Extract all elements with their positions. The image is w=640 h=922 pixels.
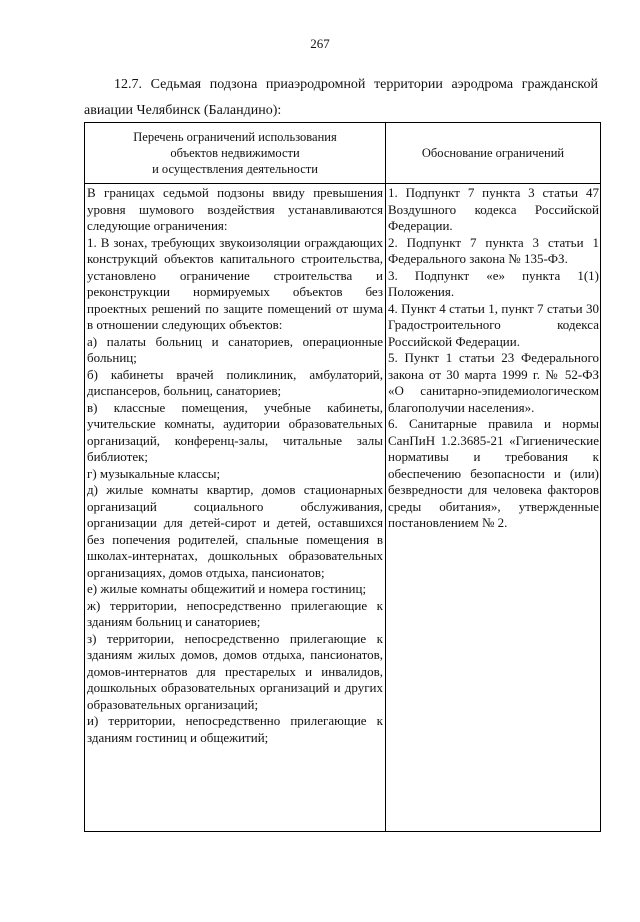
restriction-intro: В границах седьмой подзоны ввиду превышения уровня шумового воздействия устанавливаются следующие ограничения: [87, 185, 383, 233]
restriction-item-i: и) территории, непосредственно прилегающие к зданиям гостиниц и общежитий; [87, 713, 383, 745]
column-divider [385, 123, 386, 831]
section-heading: 12.7. Седьмая подзона приаэродромной территории аэродрома гражданской авиации Челябинск (Баландино): [84, 77, 598, 118]
restriction-item-a: а) палаты больниц и санаториев, операционные больниц; [87, 333, 383, 365]
justification-item-3: 3. Подпункт «е» пункта 1(1) Положения. [388, 267, 599, 299]
restriction-item-g: г) музыкальные классы; [87, 465, 221, 481]
restriction-item-e: е) жилые комнаты общежитий и номера гостиниц; [87, 581, 367, 596]
justification-item-5: 5. Пункт 1 статьи 23 Федерального закона от 30 марта 1999 г. № 52-ФЗ «О санитарно-эпидемиологическом благополучии населения». [388, 350, 599, 415]
justification-item-1: 1. Подпункт 7 пункта 3 статьи 47 Воздушного кодекса Российской Федерации. [388, 185, 599, 233]
justification-item-6: 6. Санитарные правила и нормы СанПиН 1.2.3685-21 «Гигиенические нормативы и требования к обеспечению безопасности и (или) безвредности для человека факторов среды обитания», утвержденные постановлением № 2. [388, 416, 599, 530]
page-number: 267 [310, 36, 330, 51]
restriction-item-v: в) классные помещения, учебные кабинеты, учительские комнаты, аудитории образовательных организаций, конференц-залы, читальные залы библиотек; [87, 399, 383, 464]
restriction-item-z: з) территории, непосредственно прилегающие к зданиям жилых домов, домов отдыха, пансионатов, домов-интернатов для престарелых и инвалидов, дошкольных образовательных организаций и других образовательных организаций; [87, 630, 383, 712]
restrictions-cell [87, 185, 383, 746]
header-justification: Обоснование ограничений [421, 146, 565, 160]
restriction-item-d: д) жилые комнаты квартир, домов стационарных организаций социального обслуживания, организации для детей-сирот и детей, оставшихся без попечения родителей, спальные помещения в школах-интернатах, дошкольных образовательных организациях, домов отдыха, пансионатов; [87, 482, 383, 580]
justification-cell [388, 185, 599, 532]
header-divider [85, 183, 600, 184]
restriction-item-b: б) кабинеты врачей поликлиник, амбулаторий, диспансеров, больниц, санаториев; [87, 366, 383, 398]
justification-item-2: 2. Подпункт 7 пункта 3 статьи 1 Федерального закона № 135-ФЗ. [388, 234, 599, 266]
header-restrictions-list: Перечень ограничений использования объектов недвижимости и осуществления деятельности [133, 130, 337, 176]
restriction-item-zh: ж) территории, непосредственно прилегающие к зданиям больниц и санаториев; [87, 597, 383, 629]
justification-item-4: 4. Пункт 4 статьи 1, пункт 7 статьи 30 Градостроительного кодекса Российской Федерации. [388, 300, 599, 349]
restrictions-table [84, 122, 601, 832]
restriction-item-1: 1. В зонах, требующих звукоизоляции ограждающих конструкций объектов капитального строительства, установлено ограничение строительства и реконструкции нормируемых объектов без проектных решений по защите помещений от шума в отношении следующих объектов: [87, 234, 383, 332]
